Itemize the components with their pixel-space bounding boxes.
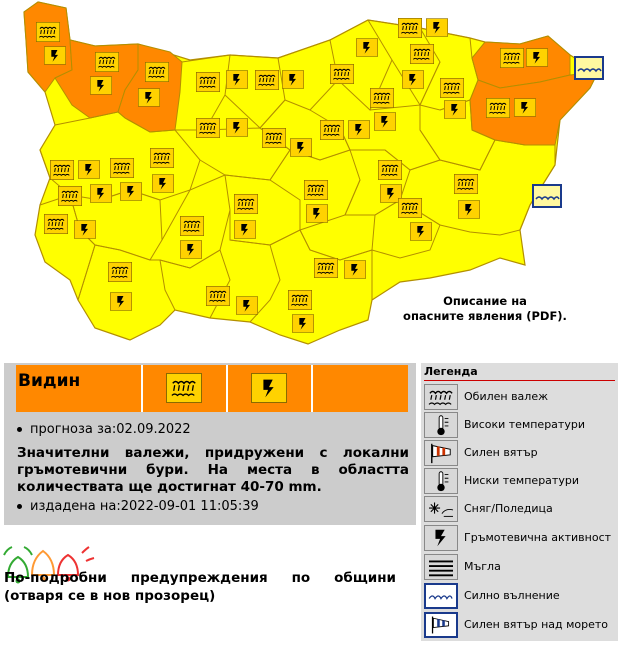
sea-wind-icon xyxy=(424,612,458,638)
legend-item-strong-wind xyxy=(424,439,618,467)
bar-separator xyxy=(226,365,228,412)
sea-waves-icon xyxy=(533,185,561,207)
bullet-icon xyxy=(17,427,22,432)
fog-icon xyxy=(424,554,458,580)
legend-label: Високи температури xyxy=(464,418,585,431)
municipal-warnings-link[interactable]: По-подробни предупреждения по общини (отваря се в нов прозорец) xyxy=(4,570,396,604)
thermometer-icon xyxy=(424,412,458,438)
legend-label: Силен вятър над морето xyxy=(464,618,609,631)
region-warning-panel xyxy=(4,363,416,525)
thunderstorm-icon xyxy=(424,525,458,551)
region-name: Видин xyxy=(18,371,81,391)
heavy-rain-icon xyxy=(424,384,458,410)
legend-item-snow-ice xyxy=(424,495,618,523)
wind-icon xyxy=(424,440,458,466)
bar-separator xyxy=(141,365,143,412)
issued-label: издадена на: xyxy=(30,499,121,514)
snow-ice-icon xyxy=(424,496,458,522)
legend-divider xyxy=(424,380,615,381)
sea-waves-icon xyxy=(575,57,603,79)
legend-item-sea-wind xyxy=(424,611,618,639)
legend-title: Легенда xyxy=(424,365,478,378)
forecast-line xyxy=(17,422,191,437)
bar-separator xyxy=(311,365,313,412)
bullet-icon xyxy=(17,504,22,509)
legend-label: Силен вятър xyxy=(464,446,538,459)
forecast-date: 02.09.2022 xyxy=(116,422,191,437)
legend-item-heavy-rain xyxy=(424,383,618,411)
heavy-rain-icon xyxy=(166,373,202,403)
legend-label: Сняг/Поледица xyxy=(464,502,553,515)
legend-panel xyxy=(421,363,618,641)
legend-label: Мъгла xyxy=(464,560,501,573)
hazards-pdf-link[interactable] xyxy=(380,294,590,324)
thunderstorm-icon xyxy=(251,373,287,403)
warning-description: Значителни валежи, придружени с локални гръмотевични бури. На места в областта количествата ще достигнат 40-70 mm. xyxy=(17,445,409,495)
pdf-link-line-1[interactable]: Описание на xyxy=(443,294,527,308)
legend-label: Обилен валеж xyxy=(464,390,549,403)
issued-line xyxy=(17,499,259,514)
legend-item-fog xyxy=(424,553,618,581)
issued-datetime: 2022-09-01 11:05:39 xyxy=(120,499,259,514)
forecast-label: прогноза за: xyxy=(30,422,117,437)
legend-item-low-temperature xyxy=(424,467,618,495)
warning-level-bar xyxy=(16,365,408,412)
legend-label: Гръмотевична активност xyxy=(464,531,612,544)
pdf-link-line-2[interactable]: опасните явления (PDF). xyxy=(403,309,567,323)
legend-item-sea-waves xyxy=(424,582,618,610)
sea-waves-icon xyxy=(424,583,458,609)
legend-item-high-temperature xyxy=(424,411,618,439)
legend-item-thunderstorm xyxy=(424,524,618,552)
legend-label: Ниски температури xyxy=(464,474,579,487)
legend-label: Силно вълнение xyxy=(464,589,560,602)
thermometer-icon xyxy=(424,468,458,494)
